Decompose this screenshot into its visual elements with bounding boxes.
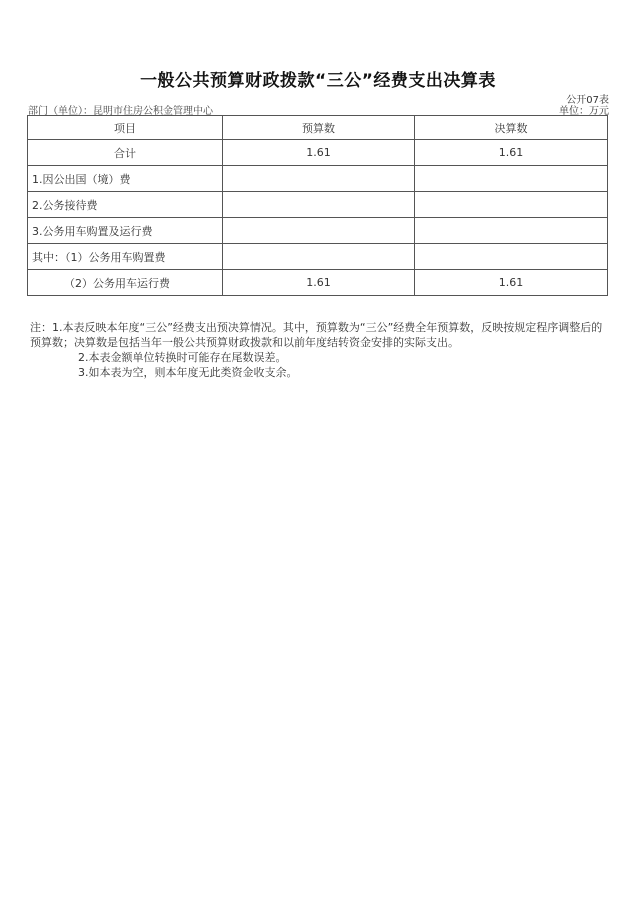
note-2: 2.本表金额单位转换时可能存在尾数误差。 [78, 351, 287, 364]
unit-value: 万元 [589, 106, 609, 117]
three-public-expenses-table [27, 115, 608, 296]
page-title: 一般公共预算财政拨款“三公”经费支出决算表 [140, 71, 496, 91]
row-item: 2.公务接待费 [28, 192, 223, 218]
table-row [28, 192, 608, 218]
row-actual: 1.61 [415, 270, 608, 296]
table-row [28, 166, 608, 192]
form-code: 公开07表 [566, 95, 609, 106]
table-header-row [28, 116, 608, 140]
department-value: 昆明市住房公积金管理中心 [93, 106, 213, 117]
header-budget: 预算数 [223, 116, 415, 140]
table-row [28, 270, 608, 296]
note-1: 注：1.本表反映本年度“三公”经费支出预决算情况。其中，预算数为“三公”经费全年预算数，反映按规定程序调整后的预算数；决算数是包括当年一般公共预算财政拨款和以前年度结转资金安排的实际支出。 [30, 321, 603, 349]
row-budget [223, 192, 415, 218]
row-actual [415, 192, 608, 218]
row-budget: 1.61 [223, 270, 415, 296]
header-actual: 决算数 [415, 116, 608, 140]
row-budget: 1.61 [223, 140, 415, 166]
table-row [28, 244, 608, 270]
unit-label: 单位： [559, 106, 589, 117]
row-budget [223, 166, 415, 192]
row-item: 其中：（1）公务用车购置费 [28, 244, 223, 270]
row-item: （2）公务用车运行费 [28, 270, 223, 296]
row-actual [415, 166, 608, 192]
notes [30, 320, 610, 380]
row-item: 1.因公出国（境）费 [28, 166, 223, 192]
row-budget [223, 244, 415, 270]
row-actual [415, 218, 608, 244]
row-item: 3.公务用车购置及运行费 [28, 218, 223, 244]
note-3: 3.如本表为空，则本年度无此类资金收支余。 [78, 366, 298, 379]
row-item: 合计 [28, 140, 223, 166]
header-item: 项目 [28, 116, 223, 140]
table-row [28, 218, 608, 244]
row-actual: 1.61 [415, 140, 608, 166]
row-actual [415, 244, 608, 270]
row-budget [223, 218, 415, 244]
department-label: 部门（单位）： [28, 106, 93, 117]
table-row-total [28, 140, 608, 166]
